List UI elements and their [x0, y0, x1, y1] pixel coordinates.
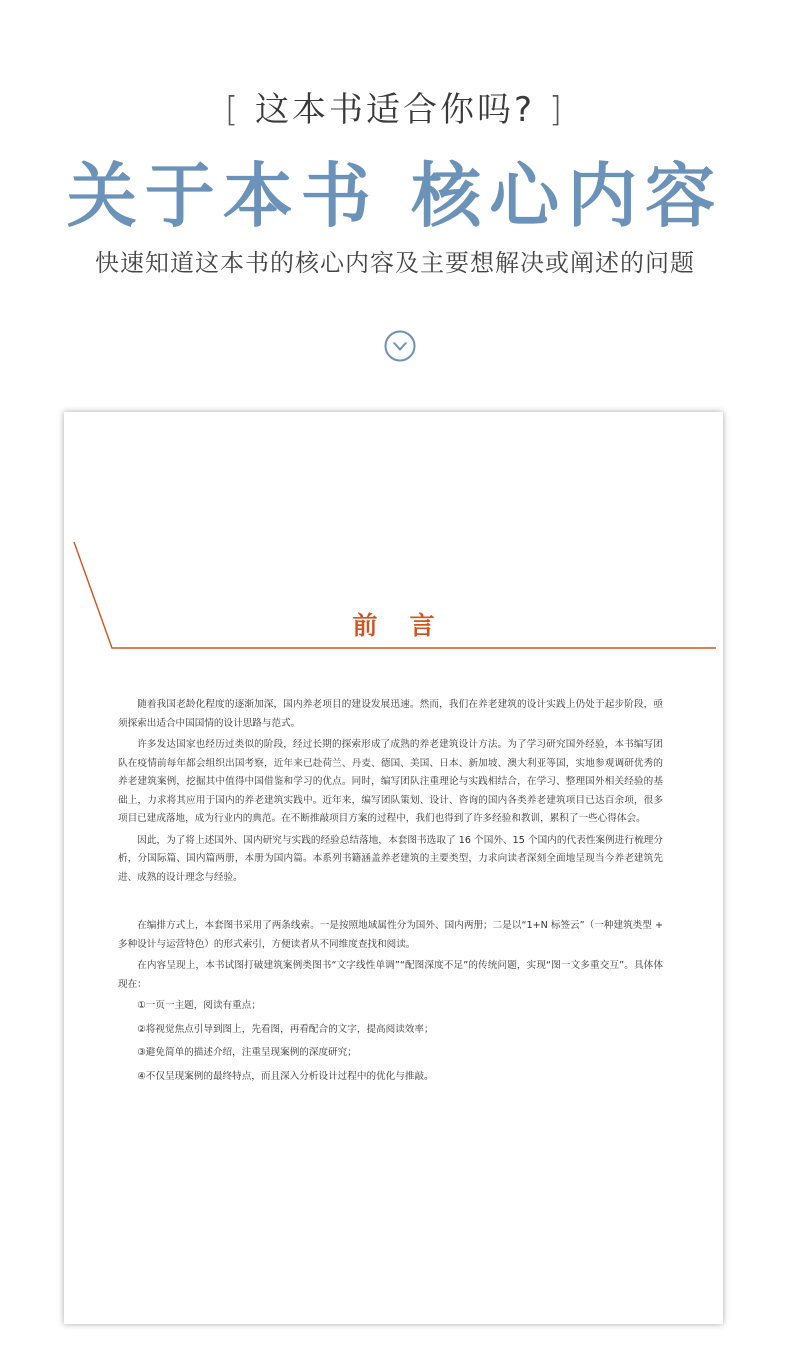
header-section	[0, 0, 790, 400]
question-text: 这本书适合你吗?	[254, 90, 536, 130]
subtitle: 快速知道这本书的核心内容及主要想解决或阐述的问题	[95, 249, 695, 277]
list-item: ④不仅呈现案例的最终特点，而且深入分析设计过程中的优化与推敲。	[137, 1070, 434, 1082]
question-heading	[0, 82, 790, 131]
preface-body	[118, 696, 663, 1091]
preface-heading: 前言	[352, 611, 467, 640]
list-item: ①一页一主题，阅读有重点；	[137, 1000, 261, 1011]
bracket-right: ]	[548, 90, 566, 130]
main-title: 关于本书 核心内容	[66, 154, 724, 237]
list-item: ③避免简单的描述介绍，注重呈现案例的深度研究；	[137, 1047, 357, 1058]
paragraph: 在编排方式上，本套图书采用了两条线索。一是按照地域属性分为国外、国内两册；二是以“1+N 标签云”（一种建筑类型 + 多种设计与运营特色）的形式索引，方便读者从不同维度查找和阅读。	[118, 920, 663, 950]
paragraph: 随着我国老龄化程度的逐渐加深，国内养老项目的建设发展迅速。然而，我们在养老建筑的设计实践上仍处于起步阶段，亟须探索出适合中国国情的设计思路与范式。	[118, 699, 663, 729]
chevron-down-circle-icon[interactable]	[384, 330, 416, 362]
paragraph: 在内容呈现上，本书试图打破建筑案例类图书“文字线性单调”“配图深度不足”的传统问题，实现“图一文多重交互”。具体体现在：	[118, 960, 663, 990]
book-page	[64, 412, 723, 1324]
list-item: ②将视觉焦点引导到图上，先看图，再看配合的文字，提高阅读效率；	[137, 1023, 434, 1035]
bracket-left: [	[224, 90, 242, 130]
paragraph: 因此，为了将上述国外、国内研究与实践的经验总结落地，本套图书选取了 16 个国外、15 个国内的代表性案例进行梳理分析，分国际篇、国内篇两册，本册为国内篇。本系列书籍涵盖养老建筑的主要类型，力求向读者深刻全面地呈现当今养老建筑先进、成熟的设计理念与经验。	[118, 834, 663, 883]
paragraph: 许多发达国家也经历过类似的阶段，经过长期的探索形成了成熟的养老建筑设计方法。为了学习研究国外经验，本书编写团队在疫情前每年都会组织出国考察，近年来已赴荷兰、丹麦、德国、美国、日本、新加坡、澳大利亚等国，实地参观调研优秀的养老建筑案例，挖掘其中值得中国借鉴和学习的优点。同时，编写团队注重理论与实践相结合，在学习、整理国外相关经验的基础上，力求将其应用于国内的养老建筑实践中。近年来，编写团队策划、设计、咨询的国内各类养老建筑项目已达百余项，很多项目已建成落地，成为行业内的典范。在不断推敲项目方案的过程中，我们也得到了许多经验和教训，累积了一些心得体会。	[118, 739, 663, 824]
